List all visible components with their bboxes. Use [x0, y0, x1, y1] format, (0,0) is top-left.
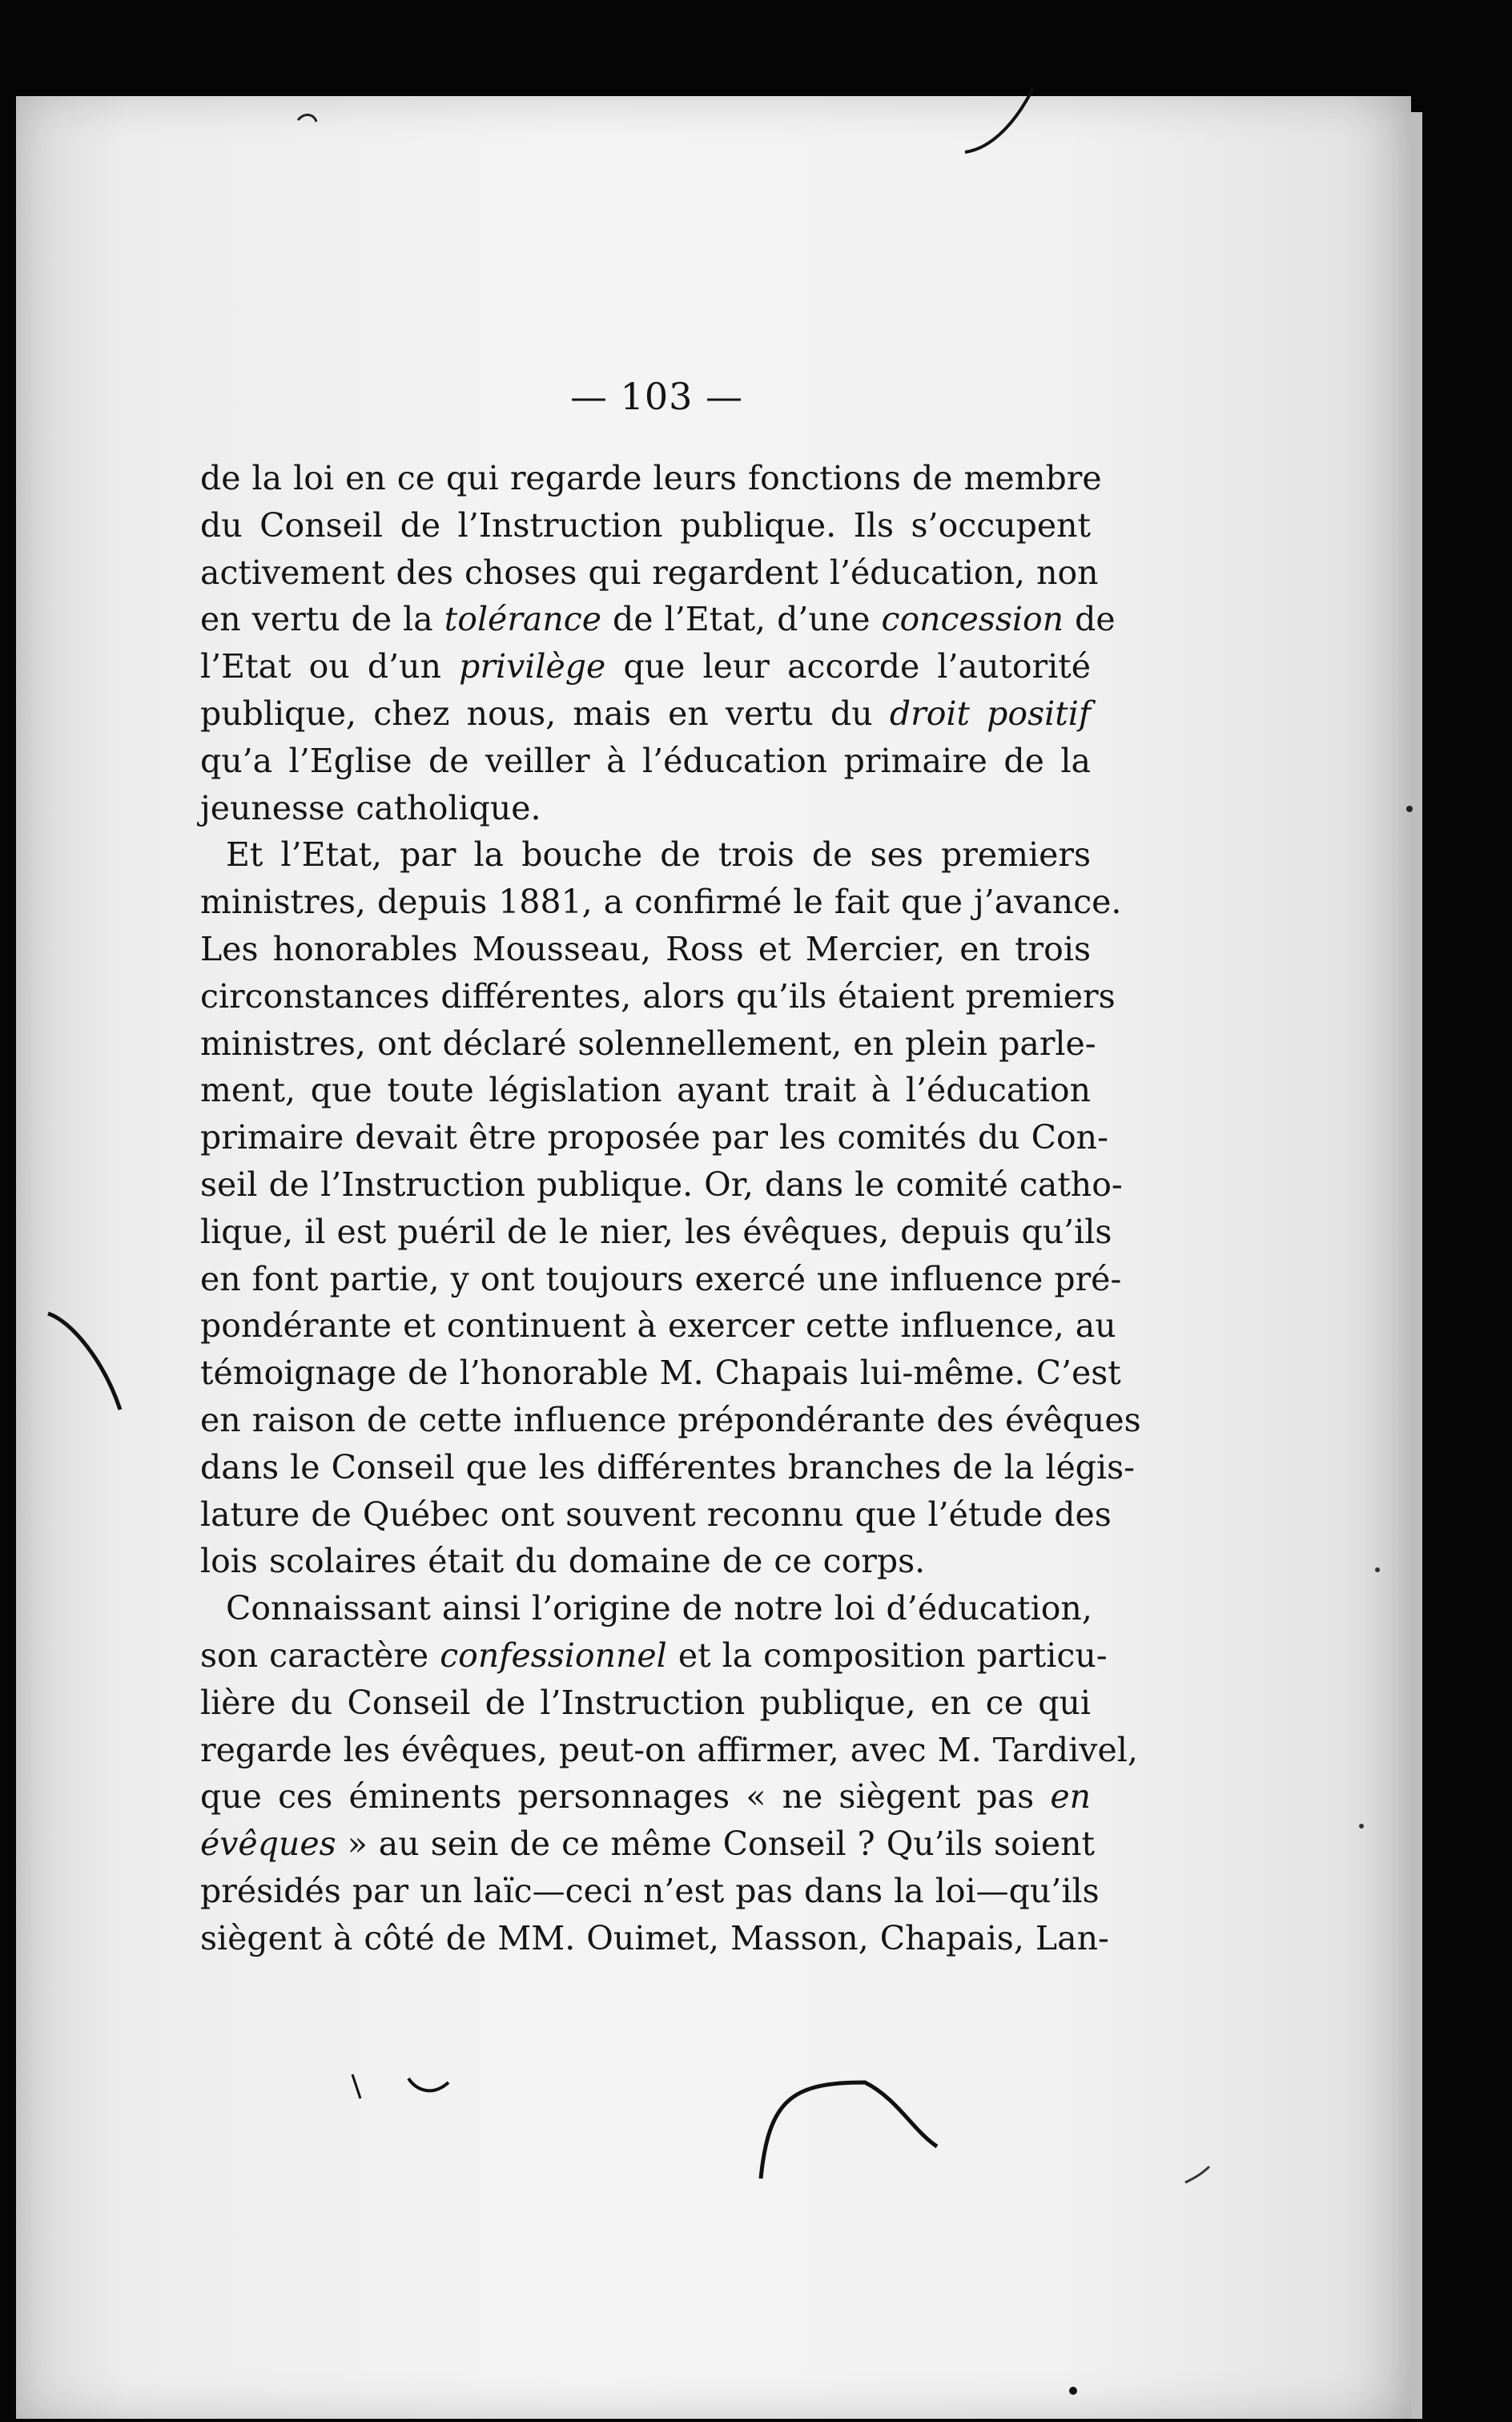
text-run: et la composition particu- [666, 1635, 1108, 1675]
text-run: que ces éminents personnages « ne siègent pas [200, 1777, 1051, 1816]
text-line: primaire devait être proposée par les comités du Con- [200, 1118, 1108, 1157]
text-line: pondérante et continuent à exercer cette influence, au [200, 1306, 1116, 1346]
text-line: regarde les évêques, peut-on affirmer, avec M. Tardivel, [200, 1730, 1138, 1769]
text-line: lière du Conseil de l’Instruction publique, en ce qui [200, 1683, 1091, 1722]
text-line: Et l’Etat, par la bouche de trois de ses premiers [226, 835, 1091, 875]
text-run: que leur accorde l’autorité [605, 647, 1092, 686]
text-line: Connaissant ainsi l’origine de notre loi d’éducation, [226, 1589, 1092, 1628]
text-line: activement des choses qui regardent l’éducation, non [200, 553, 1099, 592]
text-line: lique, il est puéril de le nier, les évêques, depuis qu’ils [200, 1212, 1112, 1251]
text-run: de [1064, 600, 1116, 639]
italic-phrase: en [1050, 1777, 1091, 1816]
text-line: jeunesse catholique. [200, 788, 541, 827]
italic-phrase: privilège [459, 647, 606, 686]
page-number: — 103 — [569, 375, 744, 418]
text-run: publique, chez nous, mais en vertu du [200, 694, 890, 733]
text-run: l’Etat ou d’un [200, 647, 460, 686]
text-line: seil de l’Instruction publique. Or, dans le comité catho- [200, 1165, 1123, 1204]
text-line: dans le Conseil que les différentes branches de la légis- [200, 1447, 1135, 1487]
text-run: en vertu de la [200, 600, 444, 639]
text-line: siègent à côté de MM. Ouimet, Masson, Chapais, Lan- [200, 1918, 1109, 1957]
text-line: ministres, ont déclaré solennellement, en plein parle- [200, 1024, 1096, 1063]
text-line: ministres, depuis 1881, a confirmé le fait que j’avance. [200, 883, 1122, 922]
text-line: témoignage de l’honorable M. Chapais lui-même. C’est [200, 1354, 1121, 1393]
text-line: en font partie, y ont toujours exercé une influence pré- [200, 1259, 1122, 1298]
italic-phrase: tolérance [444, 600, 601, 639]
text-line: du Conseil de l’Instruction publique. Ils s’occupent [200, 505, 1091, 545]
text-run: son caractère [200, 1635, 440, 1675]
italic-phrase: concession [881, 600, 1064, 639]
text-line: Les honorables Mousseau, Ross et Mercier, en trois [200, 929, 1091, 968]
text-line: lois scolaires était du domaine de ce corps. [200, 1542, 926, 1581]
text-line: qu’a l’Eglise de veiller à l’éducation primaire de la [200, 741, 1091, 780]
text-line: ment, que toute législation ayant trait à l’éducation [200, 1071, 1091, 1110]
text-line: présidés par un laïc—ceci n’est pas dans la loi—qu’ils [200, 1871, 1100, 1910]
text-line: circonstances différentes, alors qu’ils étaient premiers [200, 976, 1116, 1016]
italic-phrase: droit positif [889, 694, 1091, 733]
italic-phrase: évêques [200, 1825, 336, 1864]
italic-phrase: confessionnel [440, 1635, 667, 1675]
text-line: en raison de cette influence prépondérante des évêques [200, 1400, 1141, 1439]
text-run: de l’Etat, d’une [601, 600, 882, 639]
text-run: » au sein de ce même Conseil ? Qu’ils soient [336, 1825, 1096, 1864]
text-line: lature de Québec ont souvent reconnu que l’étude des [200, 1495, 1112, 1534]
text-line: de la loi en ce qui regarde leurs fonctions de membre [200, 459, 1102, 497]
